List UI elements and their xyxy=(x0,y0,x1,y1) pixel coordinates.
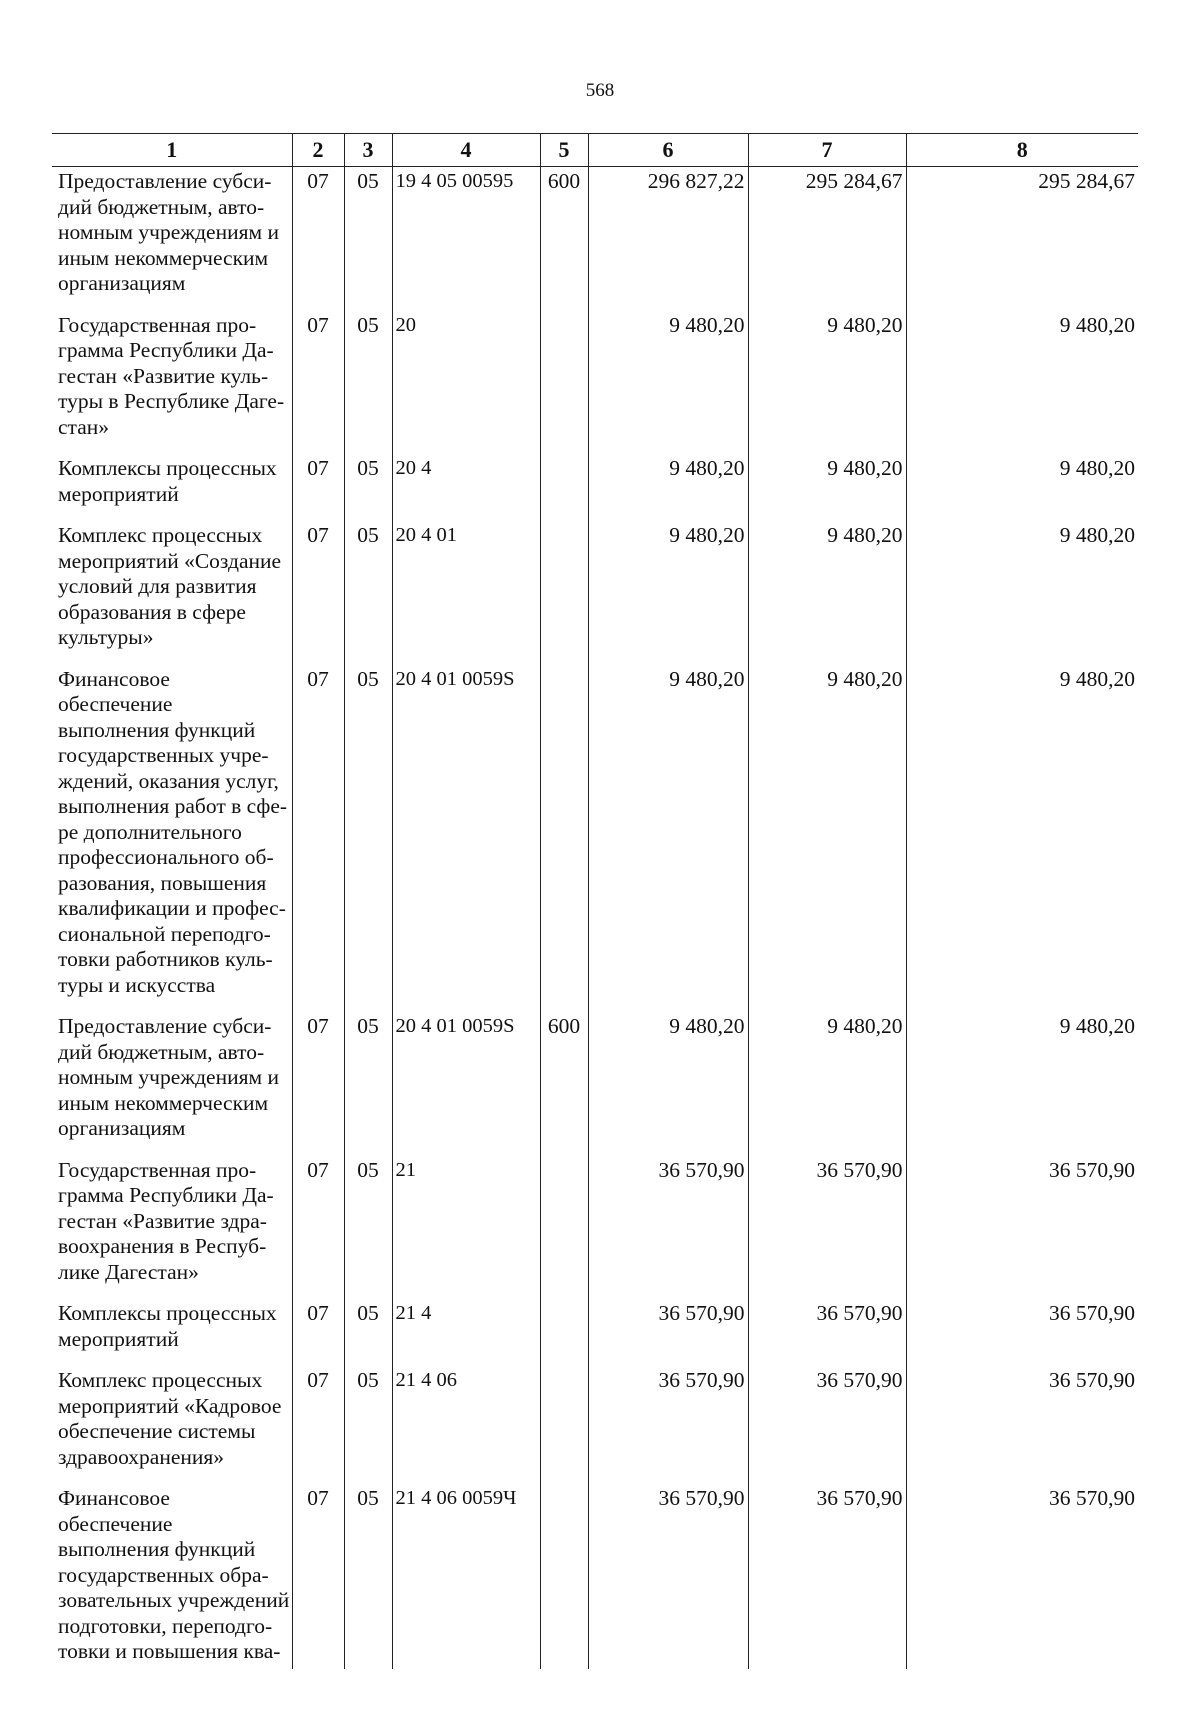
table-row xyxy=(52,1484,1138,1669)
section-code: 07 xyxy=(292,1484,344,1669)
amount-year-2: 9 480,20 xyxy=(748,454,906,521)
row-name: Комплексы процессных мероприятий xyxy=(58,1301,277,1351)
target-article-code: 19 4 05 00595 xyxy=(392,167,540,311)
table-row xyxy=(52,1156,1138,1300)
expense-type-code xyxy=(540,1366,588,1484)
amount-year-1: 36 570,90 xyxy=(588,1299,748,1366)
column-header-4: 4 xyxy=(392,134,540,167)
amount-year-1: 36 570,90 xyxy=(588,1156,748,1300)
amount-year-3: 36 570,90 xyxy=(906,1299,1138,1366)
table-row xyxy=(52,521,1138,665)
amount-year-3: 9 480,20 xyxy=(906,521,1138,665)
amount-year-2: 36 570,90 xyxy=(748,1484,906,1669)
table-body xyxy=(52,167,1138,1669)
subsection-code: 05 xyxy=(344,454,392,521)
column-header-3: 3 xyxy=(344,134,392,167)
column-header-6: 6 xyxy=(588,134,748,167)
budget-table xyxy=(52,133,1138,1669)
row-name: Предоставление субси- дий бюджетным, авто- номным учреждениям и иным некоммерческим организациям xyxy=(58,1014,279,1140)
subsection-code: 05 xyxy=(344,167,392,311)
expense-type-code xyxy=(540,1484,588,1669)
amount-year-2: 9 480,20 xyxy=(748,521,906,665)
page-number: 568 xyxy=(585,80,615,101)
subsection-code: 05 xyxy=(344,311,392,455)
table-row xyxy=(52,1299,1138,1366)
amount-year-1: 9 480,20 xyxy=(588,454,748,521)
row-name: Государственная про- грамма Республики Да- гестан «Развитие куль- туры в Республике Даге- стан» xyxy=(58,312,285,439)
table-row xyxy=(52,1012,1138,1156)
amount-year-2: 36 570,90 xyxy=(748,1366,906,1484)
amount-year-1: 36 570,90 xyxy=(588,1484,748,1669)
amount-year-3: 36 570,90 xyxy=(906,1366,1138,1484)
amount-year-3: 36 570,90 xyxy=(906,1484,1138,1669)
table-row xyxy=(52,665,1138,1013)
row-name: Комплекс процессных мероприятий «Создание условий для развития образования в сфере культуры» xyxy=(58,523,282,649)
target-article-code: 20 4 01 0059S xyxy=(392,1012,540,1156)
amount-year-1: 9 480,20 xyxy=(588,665,748,1013)
row-name: Комплекс процессных мероприятий «Кадровое обеспечение системы здравоохранения» xyxy=(58,1368,282,1469)
subsection-code: 05 xyxy=(344,1012,392,1156)
subsection-code: 05 xyxy=(344,665,392,1013)
amount-year-2: 295 284,67 xyxy=(748,167,906,311)
amount-year-1: 36 570,90 xyxy=(588,1366,748,1484)
column-header-1: 1 xyxy=(52,134,292,167)
amount-year-1: 296 827,22 xyxy=(588,167,748,311)
expense-type-code xyxy=(540,665,588,1013)
subsection-code: 05 xyxy=(344,1366,392,1484)
expense-type-code xyxy=(540,521,588,665)
amount-year-3: 9 480,20 xyxy=(906,311,1138,455)
section-code: 07 xyxy=(292,454,344,521)
target-article-code: 21 4 xyxy=(392,1299,540,1366)
amount-year-3: 9 480,20 xyxy=(906,454,1138,521)
table-row xyxy=(52,454,1138,521)
subsection-code: 05 xyxy=(344,521,392,665)
row-name: Финансовое обеспечение выполнения функций государственных учре- ждений, оказания услуг, выполнения работ в сфе- ре дополнительного профессионального об- разования, повышения квалификации и профес- сиональной переподго- товки работников куль- туры и искусства xyxy=(58,666,288,997)
row-name: Финансовое обеспечение выполнения функций государственных обра- зовательных учреждений подготовки, переподго- товки и повышения ква- xyxy=(58,1486,290,1663)
section-code: 07 xyxy=(292,1156,344,1300)
target-article-code: 20 4 xyxy=(392,454,540,521)
target-article-code: 20 xyxy=(392,311,540,455)
row-name: Государственная про- грамма Республики Да- гестан «Развитие здра- воохранения в Респуб- лике Дагестан» xyxy=(58,1157,274,1284)
amount-year-3: 9 480,20 xyxy=(906,665,1138,1013)
row-name: Комплексы процессных мероприятий xyxy=(58,456,277,506)
table-row xyxy=(52,167,1138,311)
amount-year-1: 9 480,20 xyxy=(588,521,748,665)
expense-type-code: 600 xyxy=(540,1012,588,1156)
amount-year-2: 9 480,20 xyxy=(748,311,906,455)
amount-year-3: 9 480,20 xyxy=(906,1012,1138,1156)
amount-year-2: 36 570,90 xyxy=(748,1156,906,1300)
expense-type-code xyxy=(540,1156,588,1300)
column-header-8: 8 xyxy=(906,134,1138,167)
column-header-7: 7 xyxy=(748,134,906,167)
section-code: 07 xyxy=(292,521,344,665)
subsection-code: 05 xyxy=(344,1484,392,1669)
target-article-code: 21 4 06 0059Ч xyxy=(392,1484,540,1669)
header-row xyxy=(52,134,1138,167)
expense-type-code xyxy=(540,311,588,455)
table-row xyxy=(52,1366,1138,1484)
table-header xyxy=(52,134,1138,167)
target-article-code: 20 4 01 0059S xyxy=(392,665,540,1013)
amount-year-2: 36 570,90 xyxy=(748,1299,906,1366)
amount-year-1: 9 480,20 xyxy=(588,311,748,455)
target-article-code: 20 4 01 xyxy=(392,521,540,665)
section-code: 07 xyxy=(292,167,344,311)
subsection-code: 05 xyxy=(344,1299,392,1366)
expense-type-code xyxy=(540,1299,588,1366)
section-code: 07 xyxy=(292,1299,344,1366)
section-code: 07 xyxy=(292,1012,344,1156)
amount-year-3: 295 284,67 xyxy=(906,167,1138,311)
amount-year-2: 9 480,20 xyxy=(748,665,906,1013)
subsection-code: 05 xyxy=(344,1156,392,1300)
amount-year-1: 9 480,20 xyxy=(588,1012,748,1156)
column-header-5: 5 xyxy=(540,134,588,167)
row-name: Предоставление субси- дий бюджетным, авто- номным учреждениям и иным некоммерческим организациям xyxy=(58,169,279,295)
section-code: 07 xyxy=(292,311,344,455)
expense-type-code xyxy=(540,454,588,521)
target-article-code: 21 xyxy=(392,1156,540,1300)
table-row xyxy=(52,311,1138,455)
column-header-2: 2 xyxy=(292,134,344,167)
section-code: 07 xyxy=(292,665,344,1013)
amount-year-2: 9 480,20 xyxy=(748,1012,906,1156)
target-article-code: 21 4 06 xyxy=(392,1366,540,1484)
expense-type-code: 600 xyxy=(540,167,588,311)
amount-year-3: 36 570,90 xyxy=(906,1156,1138,1300)
section-code: 07 xyxy=(292,1366,344,1484)
